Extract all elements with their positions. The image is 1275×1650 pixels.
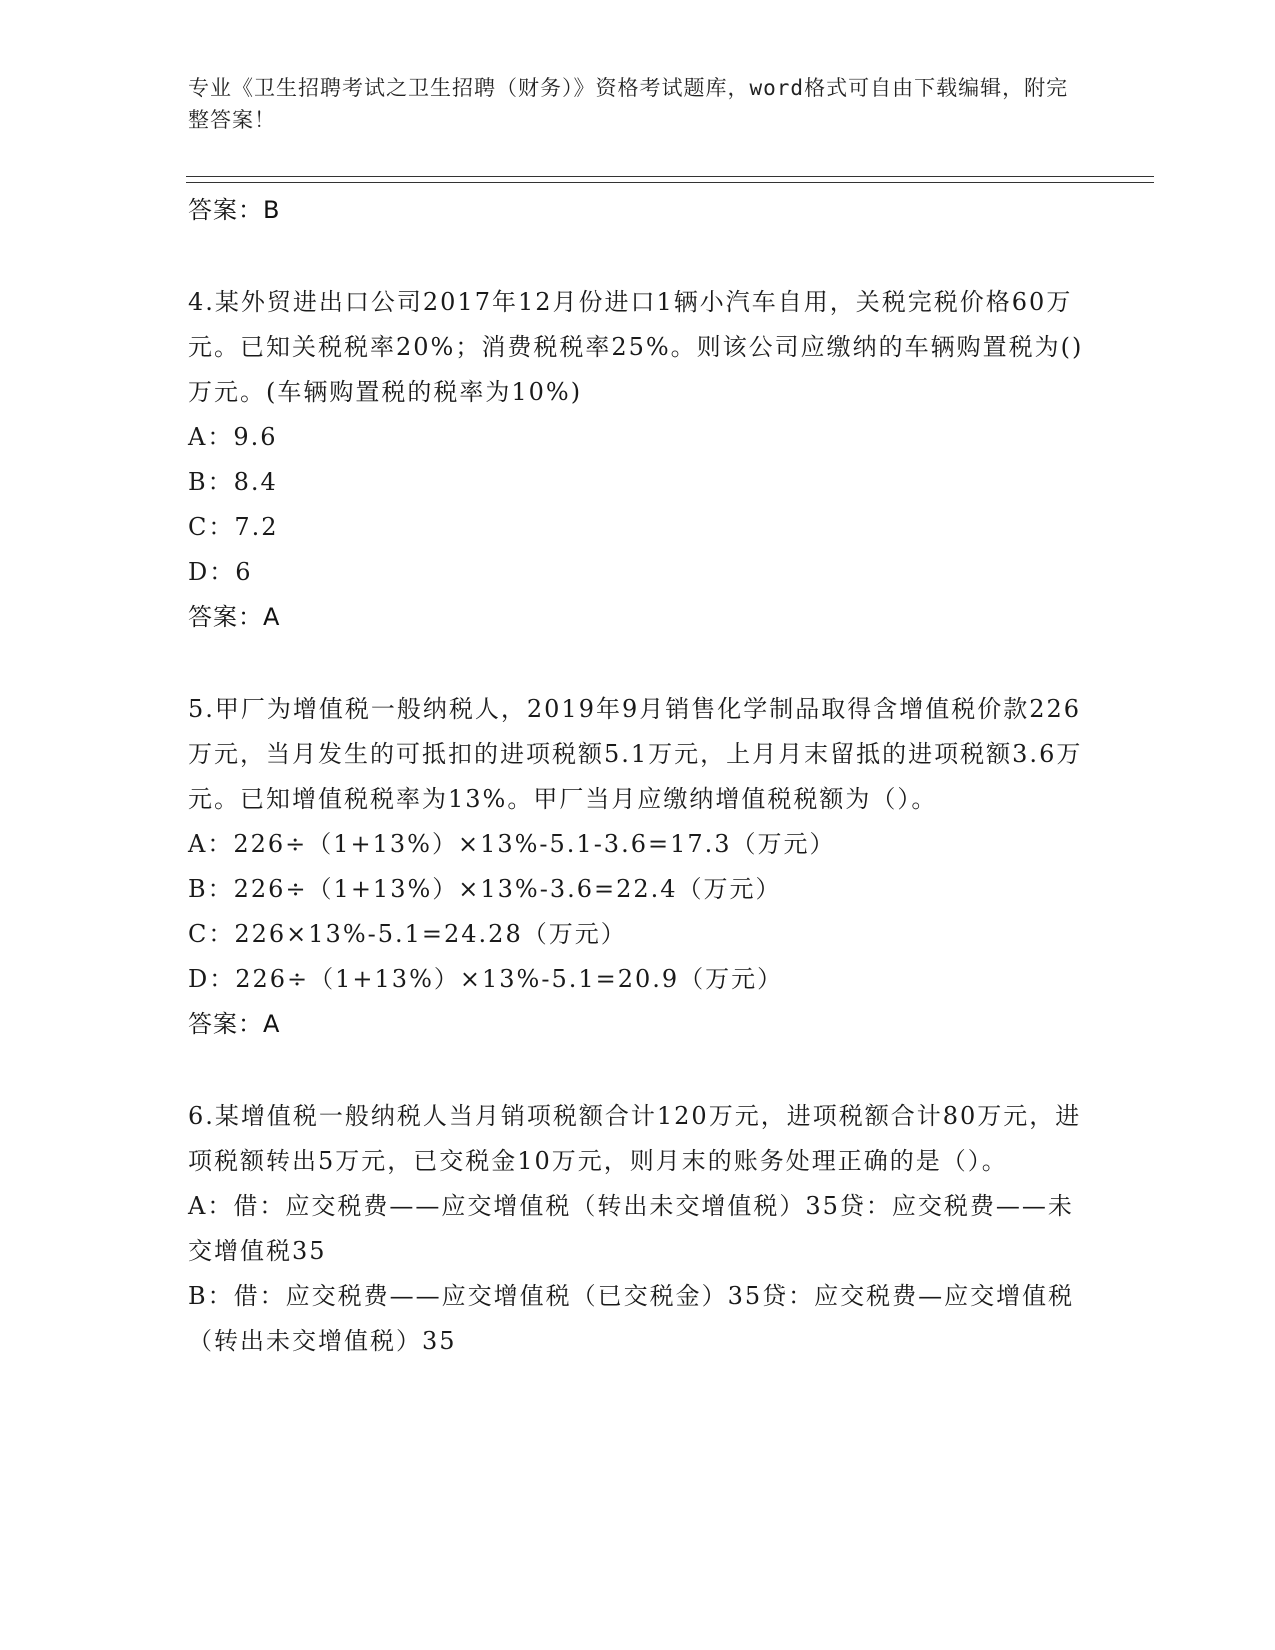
option-d: D：226÷（1+13%）×13%-5.1=20.9（万元） — [188, 965, 784, 993]
spacer — [188, 639, 1088, 687]
option-a: A：借：应交税费——应交增值税（转出未交增值税）35贷：应交税费——未交增值税35 — [188, 1192, 1074, 1265]
question-stem: 6.某增值税一般纳税人当月销项税额合计120万元，进项税额合计80万元，进项税额转出5万元，已交税金10万元，则月末的账务处理正确的是（）。 — [188, 1102, 1082, 1175]
question-5 — [188, 687, 1088, 1046]
header-divider — [186, 176, 1154, 183]
option-b: B：8.4 — [188, 468, 278, 496]
previous-answer: 答案：B — [188, 196, 281, 224]
question-answer: 答案：A — [188, 1010, 281, 1038]
option-a: A：9.6 — [188, 423, 278, 451]
question-4 — [188, 280, 1088, 639]
spacer — [188, 232, 1088, 280]
option-c: C：226×13%-5.1=24.28（万元） — [188, 920, 627, 948]
question-content — [188, 188, 1088, 1364]
option-b: B：借：应交税费——应交增值税（已交税金）35贷：应交税费—应交增值税（转出未交增值税）35 — [188, 1282, 1075, 1355]
question-answer: 答案：A — [188, 603, 281, 631]
spacer — [188, 1046, 1088, 1094]
option-d: D：6 — [188, 558, 253, 586]
question-6 — [188, 1094, 1088, 1364]
option-a: A：226÷（1+13%）×13%-5.1-3.6=17.3（万元） — [188, 830, 836, 858]
option-c: C：7.2 — [188, 513, 279, 541]
page-header-intro: 专业《卫生招聘考试之卫生招聘（财务）》资格考试题库，word格式可自由下载编辑，附完整答案！ — [188, 76, 1069, 132]
question-stem: 4.某外贸进出口公司2017年12月份进口1辆小汽车自用，关税完税价格60万元。已知关税税率20%；消费税税率25%。则该公司应缴纳的车辆购置税为()万元。(车辆购置税的税率为10%) — [188, 288, 1084, 406]
question-stem: 5.甲厂为增值税一般纳税人，2019年9月销售化学制品取得含增值税价款226万元，当月发生的可抵扣的进项税额5.1万元，上月月末留抵的进项税额3.6万元。已知增值税税率为13%。甲厂当月应缴纳增值税税额为（）。 — [188, 695, 1083, 813]
option-b: B：226÷（1+13%）×13%-3.6=22.4（万元） — [188, 875, 782, 903]
